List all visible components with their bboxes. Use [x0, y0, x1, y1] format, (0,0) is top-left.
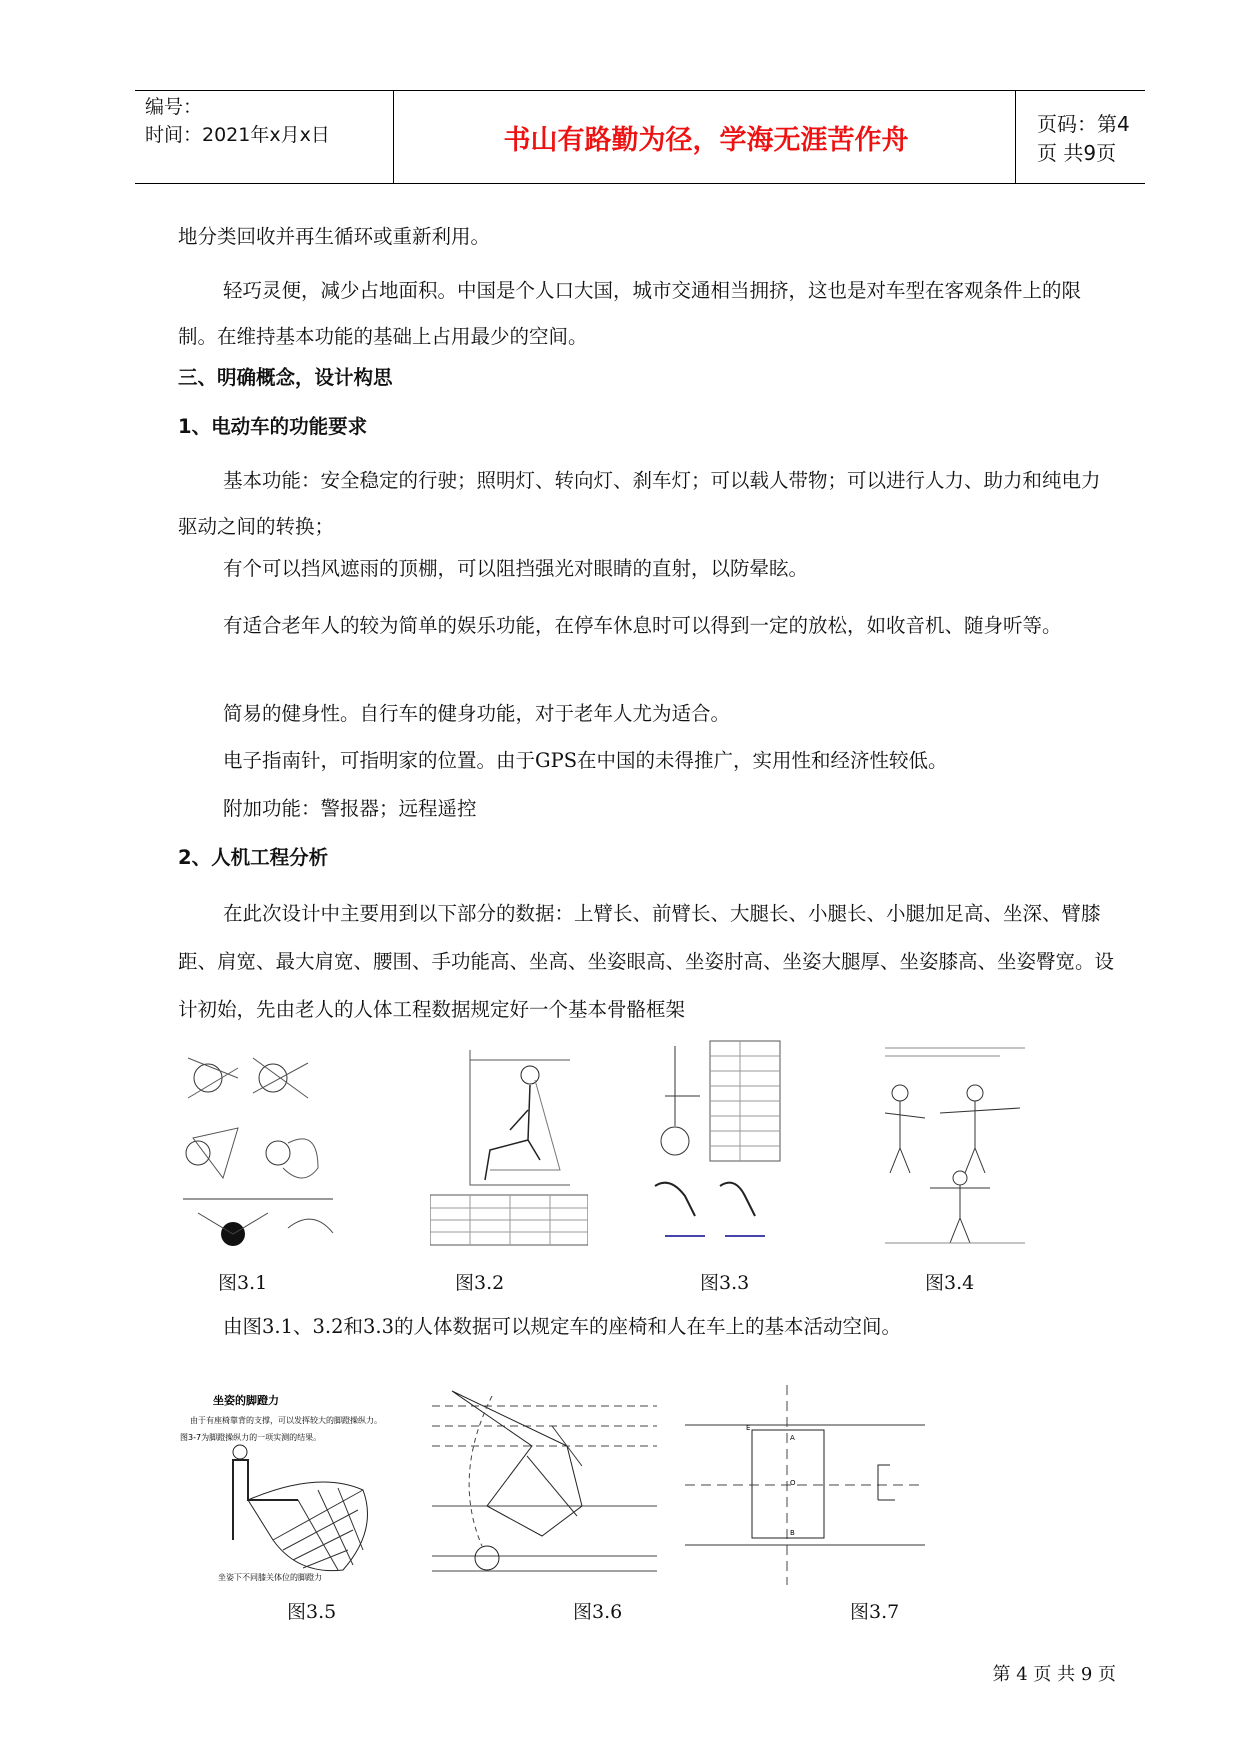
figure-3-6-image: [432, 1386, 657, 1586]
figure-3-2-caption: 图3.2: [455, 1272, 505, 1294]
paragraph: 附加功能：警报器；远程遥控: [223, 797, 477, 820]
figure-3-5-caption: 图3.5: [287, 1601, 337, 1623]
figure-3-6-caption: 图3.6: [573, 1601, 623, 1623]
figure-3-2-image: [430, 1040, 588, 1250]
header-divider: [1015, 91, 1016, 183]
paragraph: 简易的健身性。自行车的健身功能，对于老年人尤为适合。: [223, 702, 731, 725]
svg-text:E: E: [746, 1424, 751, 1432]
subsection-heading: 1、电动车的功能要求: [178, 415, 368, 438]
header-motto: 书山有路勤为径，学海无涯苦作舟: [503, 124, 909, 156]
subsection-heading: 2、人机工程分析: [178, 846, 329, 869]
figure-3-1-caption: 图3.1: [218, 1272, 268, 1294]
header-page-code: 页码：第4页 共9页: [1037, 112, 1130, 165]
figure-3-3-caption: 图3.3: [700, 1272, 750, 1294]
paragraph: 基本功能：安全稳定的行驶；照明灯、转向灯、刹车灯；可以载人带物；可以进行人力、助力和纯电力驱动之间的转换；: [178, 469, 1101, 538]
paragraph: 有个可以挡风遮雨的顶棚，可以阻挡强光对眼睛的直射，以防晕眩。: [223, 557, 809, 580]
svg-text:B: B: [790, 1529, 795, 1537]
figure-3-3-image: [645, 1036, 785, 1252]
figure-3-1-image: [178, 1038, 338, 1250]
figure-3-4-caption: 图3.4: [925, 1272, 975, 1294]
figure-3-5-image: [178, 1390, 423, 1585]
paragraph: 地分类回收并再生循环或重新利用。: [178, 225, 491, 248]
paragraph: 由图3.1、3.2和3.3的人体数据可以规定车的座椅和人在车上的基本活动空间。: [223, 1315, 902, 1338]
figure-3-5-text: 由于有座椅靠背的支撑，可以发挥较大的脚蹬操纵力。: [190, 1416, 382, 1425]
page-header: [135, 90, 1145, 184]
svg-text:A: A: [790, 1434, 795, 1442]
paragraph: 电子指南针，可指明家的位置。由于GPS在中国的未得推广，实用性和经济性较低。: [223, 749, 948, 772]
figure-3-4-image: [880, 1038, 1030, 1250]
number-label: 编号：: [145, 96, 203, 118]
header-meta: [145, 93, 395, 149]
figure-3-5-title: 坐姿的脚蹬力: [213, 1394, 279, 1407]
section-heading: 三、明确概念，设计构思: [178, 366, 393, 389]
svg-text:O: O: [790, 1479, 796, 1487]
paragraph: 轻巧灵便，减少占地面积。中国是个人口大国，城市交通相当拥挤，这也是对车型在客观条件上的限制。在维持基本功能的基础上占用最少的空间。: [178, 279, 1082, 348]
header-divider: [393, 91, 394, 183]
page-footer: 第 4 页 共 9 页: [992, 1664, 1116, 1685]
paragraph: 在此次设计中主要用到以下部分的数据：上臂长、前臂长、大腿长、小腿长、小腿加足高、坐深、臂膝距、肩宽、最大肩宽、腰围、手功能高、坐高、坐姿眼高、坐姿肘高、坐姿大腿厚、坐姿膝高、坐姿臀宽。设计初始，先由老人的人体工程数据规定好一个基本骨骼框架: [178, 902, 1115, 1021]
time-label: 时间：2021年x月x日: [145, 124, 330, 146]
figure-3-7-caption: 图3.7: [850, 1601, 900, 1623]
figure-3-7-image: [680, 1385, 925, 1585]
figure-3-5-text: 图3-7为脚蹬操纵力的一项实测的结果。: [180, 1433, 322, 1442]
paragraph: 有适合老年人的较为简单的娱乐功能，在停车休息时可以得到一定的放松，如收音机、随身听等。: [223, 614, 1062, 637]
figure-3-5-caption-text: 坐姿下不同膝关体位的脚蹬力: [218, 1573, 322, 1582]
